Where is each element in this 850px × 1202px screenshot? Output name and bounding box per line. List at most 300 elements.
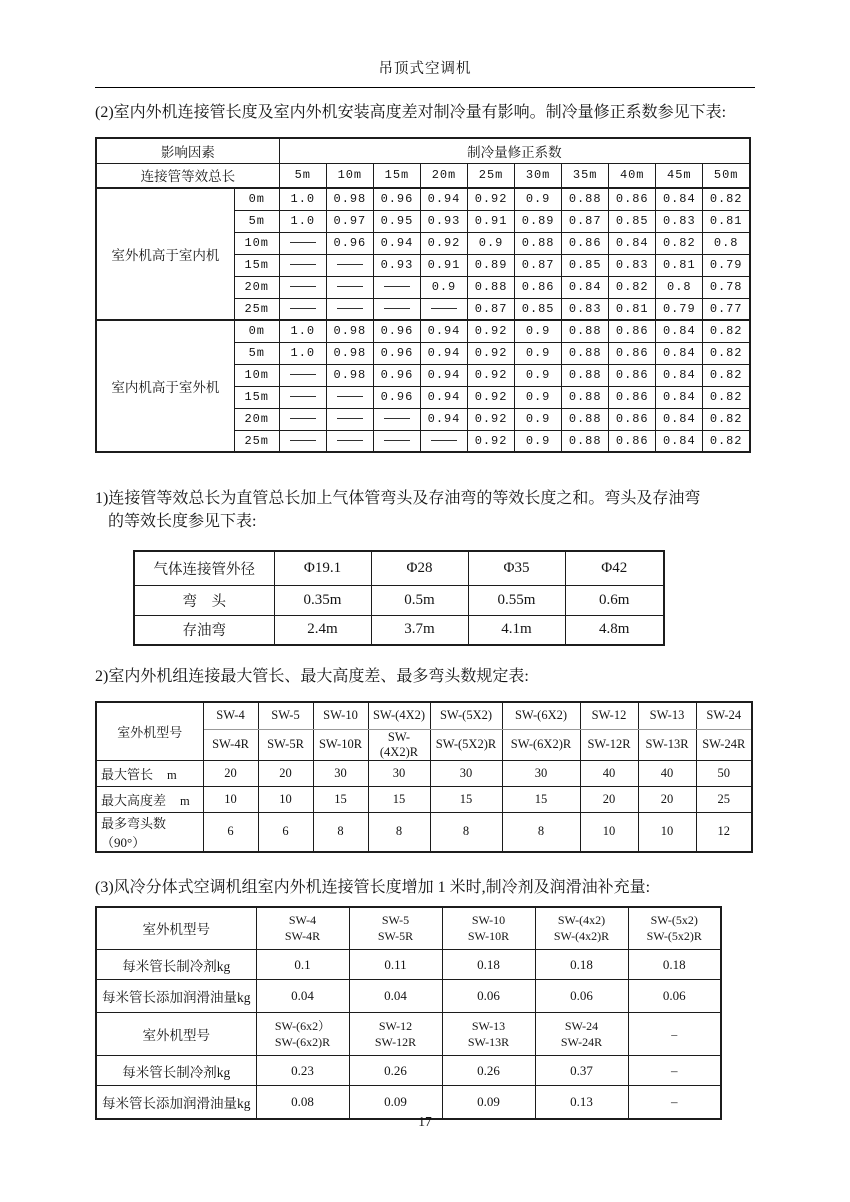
coeff-value-cell: 0.92 [468, 320, 515, 342]
model-name-cell: SW-(4X2) [368, 702, 430, 729]
equivalent-length-note [95, 487, 755, 533]
cooling-correction-table [95, 137, 751, 453]
model-name-cell [256, 907, 349, 950]
coeff-value-cell: 0.94 [420, 188, 467, 210]
supplement-value-cell: 0.06 [628, 980, 721, 1013]
empty-dash [290, 308, 316, 309]
table-row [96, 980, 721, 1013]
coeff-value-cell: 0.83 [656, 210, 703, 232]
coeff-value-cell [326, 254, 373, 276]
empty-dash [384, 308, 410, 309]
coeff-value-cell: 0.88 [562, 364, 609, 386]
model-line-2: SW-(5x2)R [646, 929, 702, 944]
model-line-2: SW-12R [374, 1035, 417, 1049]
coeff-value-cell: 0.78 [703, 276, 750, 298]
table-row [96, 188, 750, 210]
coeff-value-cell: 0.82 [703, 386, 750, 408]
coeff-value-cell [279, 276, 326, 298]
empty-dash [337, 308, 363, 309]
section-2-title: (2)室内外机连接管长度及室内外机安装高度差对制冷量有影响。制冷量修正系数参见下表: [95, 104, 727, 121]
table-row [96, 786, 752, 812]
model-line-1: – [671, 1027, 678, 1041]
coeff-value-cell: 0.87 [562, 210, 609, 232]
empty-dash [384, 440, 410, 441]
supplement-row-label: 每米管长添加润滑油量kg [96, 1086, 256, 1119]
table-row [96, 320, 750, 342]
table-row [96, 163, 750, 188]
spec-value-cell: 15 [502, 786, 580, 812]
height-diff-cell: 20m [234, 408, 279, 430]
coeff-value-cell: 0.94 [373, 232, 420, 254]
table-row [96, 812, 752, 852]
length-col-header: 45m [656, 163, 703, 188]
coeff-value-cell: 0.86 [609, 364, 656, 386]
coeff-value-cell: 0.89 [515, 210, 562, 232]
coeff-value-cell: 0.96 [373, 342, 420, 364]
model-name-cell: SW-4R [203, 729, 258, 760]
coeff-value-cell: 0.9 [420, 276, 467, 298]
coeff-value-cell: 0.88 [562, 188, 609, 210]
supplement-value-cell: – [628, 1086, 721, 1119]
spec-unit: m [167, 767, 177, 782]
row-label: 弯 头 [134, 585, 274, 615]
coeff-value-cell: 0.92 [420, 232, 467, 254]
empty-dash [290, 440, 316, 441]
coeff-value-cell [326, 276, 373, 298]
supplement-value-cell: 0.26 [349, 1056, 442, 1086]
coeff-value-cell: 0.9 [515, 188, 562, 210]
coeff-value-cell: 1.0 [279, 188, 326, 210]
model-line-1: SW-5 [381, 913, 410, 928]
height-diff-cell: 25m [234, 298, 279, 320]
height-diff-cell: 10m [234, 232, 279, 254]
coeff-value-cell [279, 254, 326, 276]
model-line-1: SW-24 [564, 1019, 599, 1033]
coeff-value-cell: 0.84 [562, 276, 609, 298]
length-col-header: 25m [468, 163, 515, 188]
model-line-1: SW-(5x2) [650, 913, 698, 928]
table-row [96, 1013, 721, 1056]
supplement-value-cell: 0.09 [442, 1086, 535, 1119]
empty-dash [337, 286, 363, 287]
coeff-value-cell [373, 408, 420, 430]
empty-dash [431, 440, 457, 441]
page-number: 17 [418, 1114, 432, 1129]
factor-header: 影响因素 [96, 138, 279, 163]
height-diff-cell: 10m [234, 364, 279, 386]
spec-value-cell: 15 [313, 786, 368, 812]
model-name-cell: SW-10R [313, 729, 368, 760]
coeff-value-cell: 0.84 [656, 430, 703, 452]
height-diff-cell: 15m [234, 254, 279, 276]
coeff-value-cell: 0.82 [656, 232, 703, 254]
spec-value-cell: 15 [430, 786, 502, 812]
spec-value-cell: 8 [368, 812, 430, 852]
section-label: 室外机高于室内机 [96, 188, 234, 320]
model-name-cell: SW-(4X2)R [368, 729, 430, 760]
coeff-value-cell: 0.9 [515, 386, 562, 408]
empty-dash [290, 264, 316, 265]
coeff-value-cell [326, 430, 373, 452]
model-name-cell: SW-13 [638, 702, 696, 729]
coeff-value-cell: 0.85 [515, 298, 562, 320]
page-header-title: 吊顶式空调机 [378, 61, 472, 77]
coeff-value-cell: 0.96 [373, 386, 420, 408]
coeff-value-cell: 0.93 [373, 254, 420, 276]
coeff-value-cell: 0.84 [656, 320, 703, 342]
model-name-cell [535, 907, 628, 950]
spec-label-text: 最大管长 [101, 766, 154, 782]
spec-label-text: 最多弯头数（90°） [101, 815, 167, 850]
coeff-value-cell: 0.84 [656, 188, 703, 210]
length-col-header: 20m [420, 163, 467, 188]
coeff-value-cell: 0.84 [656, 364, 703, 386]
model-line-1: SW-4 [288, 913, 317, 928]
model-name-cell: SW-(6X2)R [502, 729, 580, 760]
coeff-value-cell: 0.96 [373, 188, 420, 210]
supplement-value-cell: 0.1 [256, 950, 349, 980]
spec-value-cell: 40 [638, 760, 696, 786]
coeff-value-cell [326, 386, 373, 408]
spec-label-text: 最大高度差 [101, 792, 167, 808]
coeff-value-cell [420, 430, 467, 452]
model-line-2: SW-(6x2)R [274, 1035, 331, 1049]
spec-value-cell: 8 [502, 812, 580, 852]
coeff-value-cell: 0.86 [609, 408, 656, 430]
coeff-value-cell: 0.98 [326, 342, 373, 364]
supplement-value-cell: 0.37 [535, 1056, 628, 1086]
spec-value-cell: 8 [313, 812, 368, 852]
coeff-value-cell: 0.92 [468, 408, 515, 430]
coeff-value-cell: 0.82 [703, 408, 750, 430]
empty-dash [290, 286, 316, 287]
model-line-1: SW-(6x2） [274, 1019, 331, 1033]
coeff-value-cell: 0.94 [420, 408, 467, 430]
spec-row-label [96, 812, 203, 852]
model-name-cell: SW-24 [696, 702, 752, 729]
max-spec-table [95, 701, 753, 853]
coeff-value-cell [373, 298, 420, 320]
model-name-cell: SW-4 [203, 702, 258, 729]
coeff-value-cell: 0.94 [420, 320, 467, 342]
coeff-value-cell [420, 298, 467, 320]
spec-value-cell: 20 [203, 760, 258, 786]
coeff-value-cell: 0.88 [562, 386, 609, 408]
model-line-2: SW-24R [560, 1035, 603, 1049]
supplement-value-cell: 0.09 [349, 1086, 442, 1119]
supplement-value-cell: 0.06 [535, 980, 628, 1013]
model-line-2: SW-10R [467, 929, 510, 944]
equivalent-length-note-line-1: 1)连接管等效总长为直管总长加上气体管弯头及存油弯的等效长度之和。弯头及存油弯 [95, 490, 701, 507]
coeff-value-cell: 0.84 [609, 232, 656, 254]
coeff-value-cell: 0.85 [609, 210, 656, 232]
coeff-value-cell [279, 386, 326, 408]
coeff-value-cell: 0.79 [656, 298, 703, 320]
spec-value-cell: 30 [313, 760, 368, 786]
section-label: 室内机高于室外机 [96, 320, 234, 452]
coeff-value-cell: 0.9 [515, 342, 562, 364]
length-col-header: 50m [703, 163, 750, 188]
model-name-cell [349, 907, 442, 950]
table-row [96, 760, 752, 786]
coeff-value-cell: 0.86 [562, 232, 609, 254]
empty-dash [384, 286, 410, 287]
model-name-cell [256, 1013, 349, 1056]
spec-value-cell: 50 [696, 760, 752, 786]
spec-value-cell: 12 [696, 812, 752, 852]
length-value-cell: 0.55m [468, 585, 565, 615]
coeff-value-cell [279, 430, 326, 452]
table-row [96, 1056, 721, 1086]
model-name-cell [535, 1013, 628, 1056]
coeff-value-cell: 0.96 [373, 364, 420, 386]
model-name-cell: SW-13R [638, 729, 696, 760]
coeff-value-cell: 0.82 [703, 430, 750, 452]
height-diff-cell: 5m [234, 342, 279, 364]
supplement-value-cell: 0.04 [349, 980, 442, 1013]
coeff-value-cell: 0.82 [703, 364, 750, 386]
model-name-cell: SW-(5X2) [430, 702, 502, 729]
coeff-value-cell: 0.94 [420, 386, 467, 408]
coeff-value-cell: 1.0 [279, 342, 326, 364]
model-name-cell: SW-5R [258, 729, 313, 760]
spec-value-cell: 20 [580, 786, 638, 812]
coeff-value-cell: 1.0 [279, 210, 326, 232]
length-col-header: 15m [373, 163, 420, 188]
coeff-value-cell: 0.88 [562, 320, 609, 342]
spec-value-cell: 30 [430, 760, 502, 786]
height-diff-cell: 20m [234, 276, 279, 298]
coeff-value-cell: 0.94 [420, 364, 467, 386]
coeff-value-cell: 0.86 [609, 188, 656, 210]
model-name-cell [442, 907, 535, 950]
coeff-value-cell: 0.87 [515, 254, 562, 276]
spec-row-label [96, 760, 203, 786]
coeff-value-cell: 0.8 [703, 232, 750, 254]
model-name-cell: SW-24R [696, 729, 752, 760]
row-label: 存油弯 [134, 615, 274, 645]
coeff-value-cell: 0.9 [515, 430, 562, 452]
coeff-value-cell [279, 364, 326, 386]
supplement-value-cell: 0.04 [256, 980, 349, 1013]
spec-unit: m [180, 793, 190, 808]
supplement-value-cell: 0.26 [442, 1056, 535, 1086]
coeff-value-cell: 0.88 [562, 408, 609, 430]
empty-dash [431, 308, 457, 309]
coeff-value-cell: 0.92 [468, 430, 515, 452]
coeff-value-cell: 0.98 [326, 188, 373, 210]
coeff-value-cell: 0.92 [468, 386, 515, 408]
coeff-value-cell: 0.8 [656, 276, 703, 298]
coeff-value-cell: 0.87 [468, 298, 515, 320]
coeff-value-cell: 0.85 [562, 254, 609, 276]
model-name-cell: SW-12R [580, 729, 638, 760]
model-line-2: SW-(4x2)R [553, 929, 610, 944]
coeff-value-cell: 0.9 [468, 232, 515, 254]
empty-dash [290, 374, 316, 375]
coeff-value-cell: 0.92 [468, 342, 515, 364]
model-line-1: SW-13 [471, 1019, 506, 1033]
outdoor-model-header: 室外机型号 [96, 1013, 256, 1056]
coeff-value-cell: 0.96 [373, 320, 420, 342]
coeff-value-cell: 0.82 [609, 276, 656, 298]
supplement-value-cell: 0.18 [535, 950, 628, 980]
empty-dash [290, 242, 316, 243]
spec-value-cell: 40 [580, 760, 638, 786]
coeff-value-cell: 0.81 [656, 254, 703, 276]
height-diff-cell: 0m [234, 320, 279, 342]
empty-dash [337, 440, 363, 441]
coeff-value-cell: 0.94 [420, 342, 467, 364]
coeff-value-cell: 0.86 [609, 386, 656, 408]
coeff-value-cell: 0.88 [562, 342, 609, 364]
coeff-value-cell: 0.88 [515, 232, 562, 254]
coeff-value-cell: 0.91 [468, 210, 515, 232]
coeff-value-cell: 0.86 [609, 320, 656, 342]
coeff-value-cell [326, 298, 373, 320]
diameter-col-header: Φ35 [468, 551, 565, 585]
coeff-value-cell [373, 430, 420, 452]
empty-dash [337, 264, 363, 265]
supplement-value-cell: – [628, 1056, 721, 1086]
length-value-cell: 0.6m [565, 585, 664, 615]
spec-value-cell: 25 [696, 786, 752, 812]
model-name-cell [628, 907, 721, 950]
coeff-value-cell: 0.88 [468, 276, 515, 298]
table-row [96, 138, 750, 163]
height-diff-cell: 15m [234, 386, 279, 408]
spec-value-cell: 10 [258, 786, 313, 812]
coeff-value-cell: 0.82 [703, 320, 750, 342]
coeff-value-cell: 0.86 [609, 430, 656, 452]
height-diff-cell: 25m [234, 430, 279, 452]
coeff-value-cell: 0.84 [656, 386, 703, 408]
length-col-header: 30m [515, 163, 562, 188]
coeff-value-cell: 0.93 [420, 210, 467, 232]
diameter-col-header: Φ42 [565, 551, 664, 585]
table-row [96, 950, 721, 980]
length-col-header: 40m [609, 163, 656, 188]
coeff-value-cell: 0.89 [468, 254, 515, 276]
supplement-value-cell: 0.08 [256, 1086, 349, 1119]
table-row [96, 907, 721, 950]
spec-value-cell: 30 [502, 760, 580, 786]
coeff-value-cell: 0.9 [515, 320, 562, 342]
refrigerant-oil-table [95, 906, 722, 1120]
model-name-cell: SW-10 [313, 702, 368, 729]
coeff-header: 制冷量修正系数 [279, 138, 750, 163]
page-content [95, 0, 755, 1120]
model-name-cell: SW-12 [580, 702, 638, 729]
supplement-value-cell: 0.13 [535, 1086, 628, 1119]
coeff-value-cell: 0.91 [420, 254, 467, 276]
length-value-cell: 3.7m [371, 615, 468, 645]
coeff-value-cell: 0.98 [326, 320, 373, 342]
coeff-value-cell [326, 408, 373, 430]
coeff-value-cell: 0.81 [703, 210, 750, 232]
coeff-value-cell: 0.77 [703, 298, 750, 320]
section-max-spec-title: 2)室内外机组连接最大管长、最大高度差、最多弯头数规定表: [95, 668, 529, 685]
model-name-cell [349, 1013, 442, 1056]
coeff-value-cell: 0.84 [656, 408, 703, 430]
spec-value-cell: 10 [580, 812, 638, 852]
length-col-header: 5m [279, 163, 326, 188]
pipe-diameter-header: 气体连接管外径 [134, 551, 274, 585]
coeff-value-cell: 0.96 [326, 232, 373, 254]
page-header [95, 0, 755, 88]
supplement-row-label: 每米管长制冷剂kg [96, 1056, 256, 1086]
spec-value-cell: 6 [258, 812, 313, 852]
length-header: 连接管等效总长 [96, 163, 279, 188]
coeff-value-cell: 0.9 [515, 408, 562, 430]
model-name-cell [442, 1013, 535, 1056]
coeff-value-cell: 0.92 [468, 364, 515, 386]
model-name-cell: SW-(5X2)R [430, 729, 502, 760]
coeff-value-cell: 0.82 [703, 342, 750, 364]
diameter-col-header: Φ19.1 [274, 551, 371, 585]
model-line-2: SW-5R [377, 929, 414, 944]
length-value-cell: 2.4m [274, 615, 371, 645]
table-row [134, 551, 664, 585]
coeff-value-cell: 0.84 [656, 342, 703, 364]
supplement-value-cell: 0.18 [442, 950, 535, 980]
model-line-2: SW-13R [467, 1035, 510, 1049]
coeff-value-cell: 0.86 [609, 342, 656, 364]
supplement-value-cell: 0.18 [628, 950, 721, 980]
model-line-1: SW-(4x2) [557, 913, 606, 928]
spec-value-cell: 30 [368, 760, 430, 786]
outdoor-model-header: 室外机型号 [96, 907, 256, 950]
length-value-cell: 0.35m [274, 585, 371, 615]
coeff-value-cell: 0.88 [562, 430, 609, 452]
spec-value-cell: 15 [368, 786, 430, 812]
supplement-value-cell: 0.11 [349, 950, 442, 980]
height-diff-cell: 0m [234, 188, 279, 210]
empty-dash [290, 396, 316, 397]
coeff-value-cell: 0.9 [515, 364, 562, 386]
coeff-value-cell [373, 276, 420, 298]
table-row [134, 585, 664, 615]
model-line-1: SW-12 [378, 1019, 413, 1033]
spec-value-cell: 20 [638, 786, 696, 812]
coeff-value-cell: 0.83 [609, 254, 656, 276]
model-line-1: SW-10 [471, 913, 506, 928]
spec-row-label [96, 786, 203, 812]
empty-dash [290, 418, 316, 419]
diameter-col-header: Φ28 [371, 551, 468, 585]
spec-value-cell: 20 [258, 760, 313, 786]
outdoor-model-header: 室外机型号 [96, 702, 203, 760]
length-col-header: 10m [326, 163, 373, 188]
coeff-value-cell: 0.95 [373, 210, 420, 232]
length-value-cell: 4.8m [565, 615, 664, 645]
coeff-value-cell [279, 232, 326, 254]
coeff-value-cell: 0.81 [609, 298, 656, 320]
supplement-value-cell: 0.23 [256, 1056, 349, 1086]
model-line-2: SW-4R [284, 929, 321, 944]
length-value-cell: 4.1m [468, 615, 565, 645]
empty-dash [337, 396, 363, 397]
spec-value-cell: 10 [203, 786, 258, 812]
elbow-oiltrap-table [133, 550, 665, 646]
coeff-value-cell: 0.92 [468, 188, 515, 210]
coeff-value-cell: 0.98 [326, 364, 373, 386]
coeff-value-cell: 0.86 [515, 276, 562, 298]
empty-dash [384, 418, 410, 419]
model-name-cell: SW-5 [258, 702, 313, 729]
table-row [134, 615, 664, 645]
equivalent-length-note-line-2: 的等效长度参见下表: [108, 513, 257, 530]
